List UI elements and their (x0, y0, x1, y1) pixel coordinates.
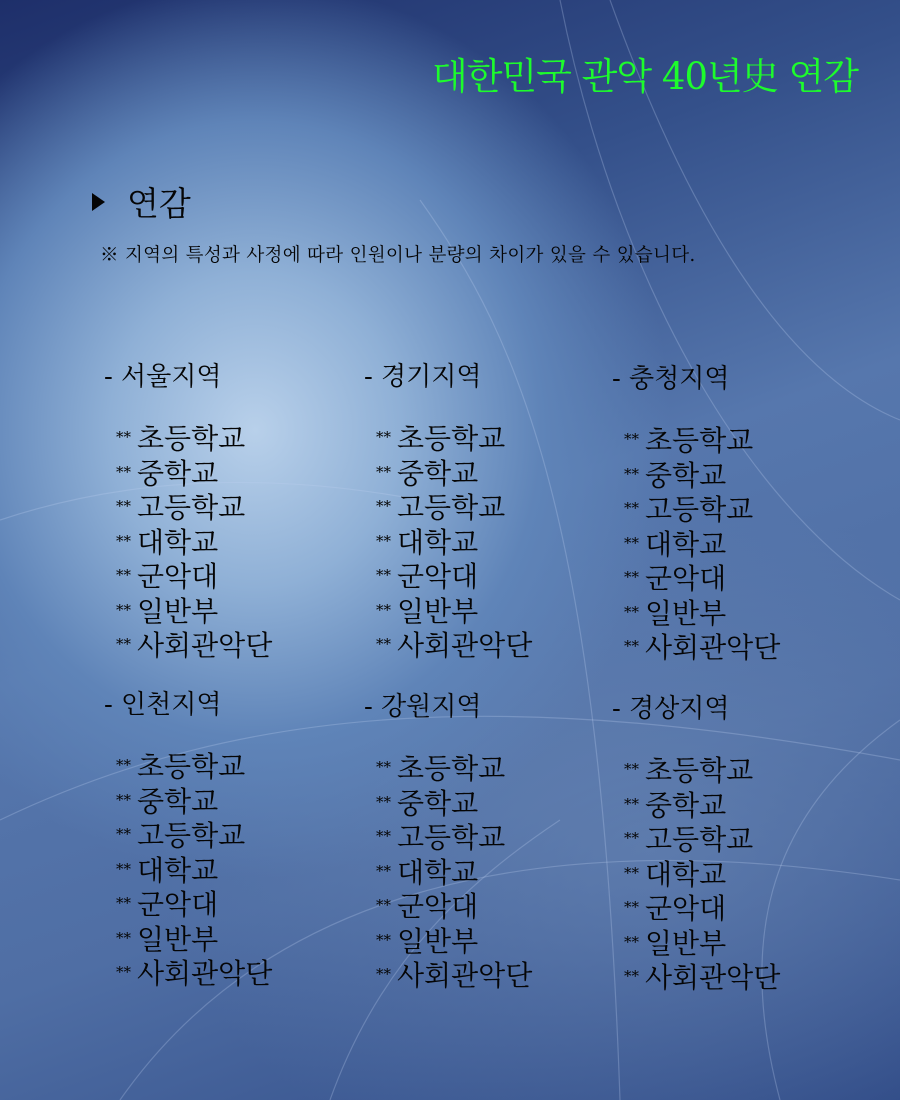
bullet-asterisks: ** (624, 898, 639, 916)
bullet-asterisks: ** (376, 428, 391, 446)
list-item: ** 군악대 (624, 892, 727, 925)
bullet-asterisks: ** (376, 896, 391, 914)
bullet-asterisks: ** (624, 568, 639, 586)
region-item-list (364, 751, 634, 993)
list-item: ** 사회관악단 (624, 631, 781, 664)
list-item: ** 군악대 (624, 562, 727, 595)
bullet-asterisks: ** (116, 790, 131, 809)
list-item: ** 중학교 (376, 456, 479, 490)
bullet-asterisks: ** (116, 497, 131, 515)
bullet-asterisks: ** (116, 756, 131, 774)
bullet-asterisks: ** (116, 462, 131, 481)
list-item: ** 고등학교 (376, 491, 506, 524)
bullet-asterisks: ** (624, 430, 639, 448)
bullet-asterisks: ** (116, 825, 131, 843)
list-item: ** 군악대 (116, 888, 219, 921)
region-chungcheong (612, 358, 882, 665)
list-item: ** 일반부 (624, 926, 727, 960)
bullet-asterisks: ** (624, 863, 639, 882)
list-item: ** 대학교 (116, 525, 219, 559)
list-item: ** 일반부 (376, 594, 479, 628)
list-item: ** 대학교 (624, 857, 727, 891)
bullet-asterisks: ** (624, 967, 639, 985)
list-item: ** 군악대 (376, 890, 479, 923)
bullet-asterisks: ** (376, 462, 391, 481)
bullet-asterisks: ** (624, 829, 639, 847)
list-item: ** 군악대 (376, 560, 479, 593)
bullet-asterisks: ** (116, 894, 131, 912)
bullet-asterisks: ** (116, 635, 131, 653)
list-item: ** 대학교 (376, 525, 479, 559)
region-gyeonggi (364, 356, 634, 663)
list-item: ** 중학교 (116, 456, 219, 490)
triangle-bullet-icon (92, 193, 105, 211)
bullet-asterisks: ** (624, 602, 639, 621)
bullet-asterisks: ** (116, 928, 131, 947)
list-item: ** 고등학교 (116, 819, 246, 852)
bullet-asterisks: ** (376, 861, 391, 880)
region-title: - 서울지역 (104, 362, 222, 392)
region-item-list (612, 423, 882, 665)
bullet-asterisks: ** (376, 827, 391, 845)
region-title: - 인천지역 (104, 690, 222, 720)
bullet-asterisks: ** (116, 963, 131, 981)
list-item: ** 일반부 (116, 594, 219, 628)
region-incheon (104, 684, 374, 991)
list-item: ** 고등학교 (116, 491, 246, 524)
bullet-asterisks: ** (116, 859, 131, 878)
list-item: ** 대학교 (624, 527, 727, 561)
region-gyeongsang (612, 688, 882, 995)
bullet-asterisks: ** (376, 497, 391, 515)
bullet-asterisks: ** (376, 600, 391, 619)
bullet-asterisks: ** (116, 600, 131, 619)
bullet-asterisks: ** (116, 566, 131, 584)
page-title: 대한민국 관악 40년史 연감 (431, 55, 858, 98)
bullet-asterisks: ** (624, 932, 639, 951)
region-seoul (104, 356, 374, 663)
list-item: ** 초등학교 (376, 422, 506, 455)
list-item: ** 고등학교 (376, 821, 506, 854)
region-item-list (364, 421, 634, 663)
list-item: ** 일반부 (624, 596, 727, 630)
bullet-asterisks: ** (376, 930, 391, 949)
list-item: ** 사회관악단 (376, 629, 533, 662)
list-item: ** 군악대 (116, 560, 219, 593)
bullet-asterisks: ** (116, 531, 131, 550)
bullet-asterisks: ** (376, 635, 391, 653)
notice-text: ※ 지역의 특성과 사정에 따라 인원이나 분량의 차이가 있을 수 있습니다. (100, 245, 696, 266)
bullet-asterisks: ** (376, 566, 391, 584)
list-item: ** 초등학교 (376, 752, 506, 785)
bullet-asterisks: ** (624, 794, 639, 813)
list-item: ** 중학교 (624, 788, 727, 822)
bullet-asterisks: ** (624, 499, 639, 517)
list-item: ** 사회관악단 (624, 961, 781, 994)
list-item: ** 초등학교 (116, 750, 246, 783)
region-item-list (612, 753, 882, 995)
region-title: - 강원지역 (364, 692, 482, 722)
list-item: ** 고등학교 (624, 823, 754, 856)
bullet-asterisks: ** (376, 792, 391, 811)
region-item-list (104, 421, 374, 663)
list-item: ** 일반부 (116, 922, 219, 956)
region-item-list (104, 749, 374, 991)
list-item: ** 중학교 (624, 458, 727, 492)
section-heading (92, 178, 191, 225)
list-item: ** 사회관악단 (376, 959, 533, 992)
list-item: ** 초등학교 (624, 754, 754, 787)
bullet-asterisks: ** (376, 758, 391, 776)
bullet-asterisks: ** (376, 531, 391, 550)
bullet-asterisks: ** (116, 428, 131, 446)
list-item: ** 대학교 (376, 855, 479, 889)
bullet-asterisks: ** (624, 760, 639, 778)
list-item: ** 중학교 (376, 786, 479, 820)
bullet-asterisks: ** (624, 533, 639, 552)
list-item: ** 중학교 (116, 784, 219, 818)
list-item: ** 대학교 (116, 853, 219, 887)
list-item: ** 초등학교 (624, 424, 754, 457)
region-title: - 경기지역 (364, 362, 482, 392)
list-item: ** 초등학교 (116, 422, 246, 455)
list-item: ** 사회관악단 (116, 957, 273, 990)
section-heading-label: 연감 (127, 184, 191, 223)
list-item: ** 일반부 (376, 924, 479, 958)
bullet-asterisks: ** (376, 965, 391, 983)
bullet-asterisks: ** (624, 637, 639, 655)
list-item: ** 고등학교 (624, 493, 754, 526)
bullet-asterisks: ** (624, 464, 639, 483)
region-title: - 충청지역 (612, 364, 730, 394)
region-gangwon (364, 686, 634, 993)
region-title: - 경상지역 (612, 694, 730, 724)
list-item: ** 사회관악단 (116, 629, 273, 662)
